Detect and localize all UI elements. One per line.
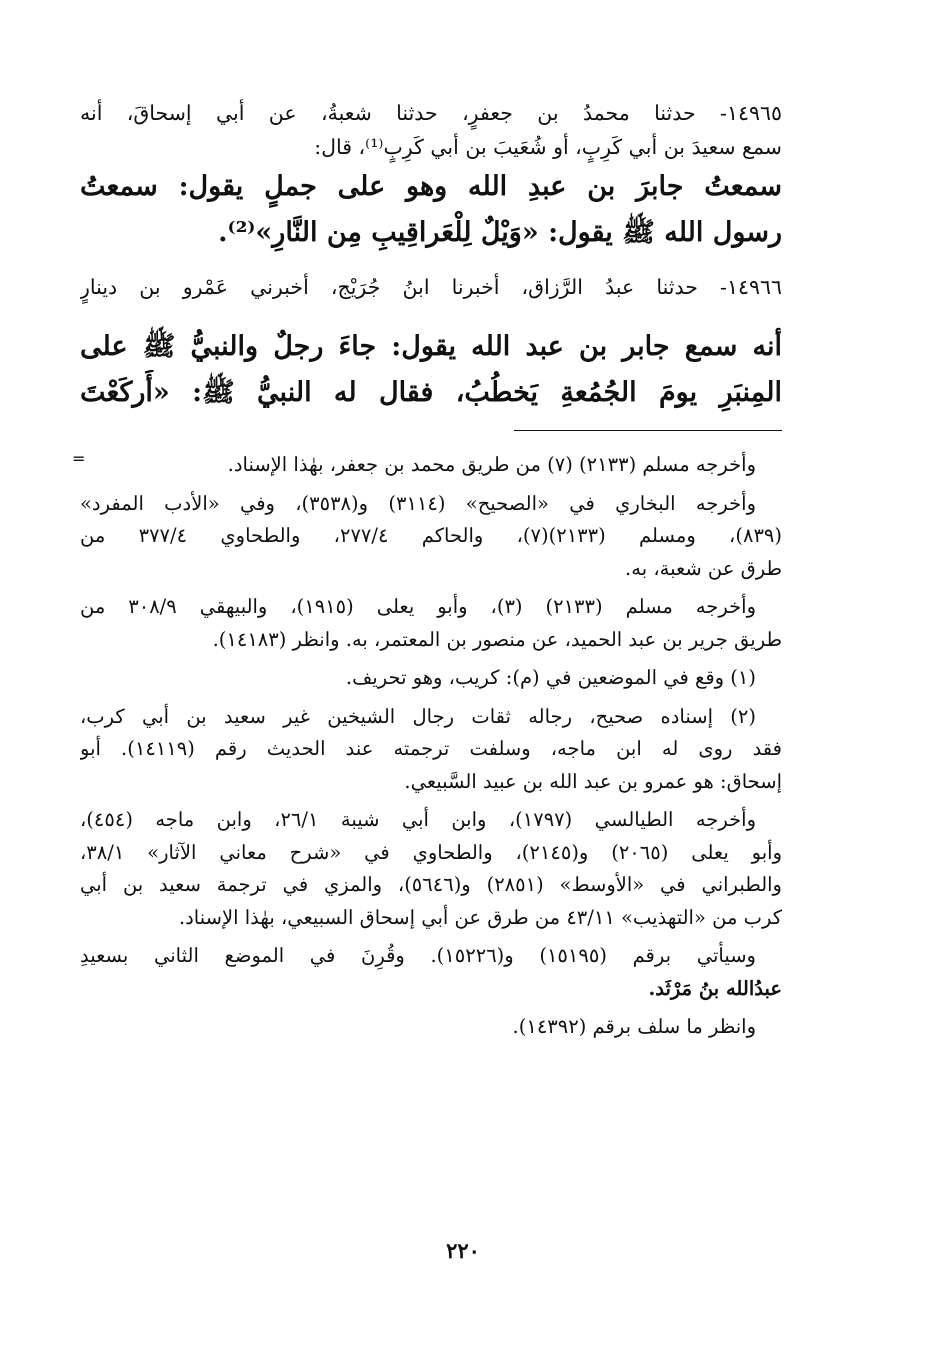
footnote-paragraph <box>80 804 782 934</box>
footnote-paragraph <box>80 662 782 695</box>
hadith-14965-matn <box>80 164 782 256</box>
footnote-paragraph <box>80 488 782 586</box>
matn-line: سمعتُ جابرَ بن عبدِ الله وهو على جملٍ يقول: سمعتُ <box>80 171 782 202</box>
footnote-line: (٢) إسناده صحيح، رجاله ثقات رجال الشيخين غير سعيد بن أبي كرب، <box>80 704 756 728</box>
isnad-line: ١٤٩٦٦- حدثنا عبدُ الرَّزاق، أخبرنا ابنُ جُرَيْج، أخبرني عَمْرو بن دينارٍ <box>80 275 782 299</box>
footnote-paragraph <box>80 701 782 799</box>
footnote-line: وانظر ما سلف برقم (١٤٣٩٢). <box>512 1015 756 1038</box>
hadith-14965-isnad <box>80 96 782 164</box>
hadith-14966-isnad <box>80 270 782 304</box>
footnote-line: طرق عن شعبة، به. <box>625 556 782 580</box>
matn-line: المِنبَرِ يومَ الجُمُعةِ يَخطُبُ، فقال له النبيُّ ﷺ: «أَركَعْتَ <box>80 377 782 408</box>
hadith-14966-matn <box>80 324 782 416</box>
footnote-separator-wrap <box>80 416 782 431</box>
isnad-line: سمع سعيدَ بن أبي كَرِبٍ، أو شُعَيبَ بن أبي كَرِبٍ⁽¹⁾، قال: <box>314 135 782 159</box>
footnote-line: عبدُالله بنُ مَرْثَد. <box>648 976 782 1000</box>
footnote-line: طريق جرير بن عبد الحميد، عن منصور بن المعتمر، به. وانظر (١٤١٨٣). <box>212 627 782 651</box>
footnote-line: وأخرجه الطيالسي (١٧٩٧)، وابن أبي شيبة ٢٦/١، وابن ماجه (٤٥٤)، <box>80 808 757 831</box>
footnotes <box>72 449 782 1044</box>
footnote-line: كرب من «التهذيب» ٤٣/١١ من طرق عن أبي إسحاق السبيعي، بهٰذا الإسناد. <box>178 905 782 929</box>
footnote-line: وأخرجه مسلم (٢١٣٣) (٣)، وأبو يعلى (١٩١٥)، والبيهقي ٣٠٨/٩ من <box>80 595 756 618</box>
isnad-line: ١٤٩٦٥- حدثنا محمدُ بن جعفرٍ، حدثنا شعبةُ، عن أبي إسحاقَ، أنه <box>80 101 782 125</box>
footnote-paragraph <box>80 591 782 656</box>
matn-line: رسول الله ﷺ يقول: «وَيْلٌ لِلْعَراقِيبِ مِن النَّارِ»⁽²⁾. <box>218 217 782 248</box>
footnote-line: وسيأتي برقم (١٥١٩٥) و(١٥٢٢٦). وقُرِنَ في الموضع الثاني بسعيدِ <box>80 944 756 967</box>
footnote-line: إسحاق: هو عمرو بن عبد الله بن عبيد السَّبيعي. <box>404 769 782 793</box>
continuation-mark: = <box>72 449 86 468</box>
footnote-line: وأخرجه مسلم (٢١٣٣) (٧) من طريق محمد بن جعفر، بهٰذا الإسناد. <box>227 453 756 476</box>
footnote-line: وأخرجه البخاري في «الصحيح» (٣١١٤) و(٣٥٣٨)، وفي «الأدب المفرد» <box>80 491 756 515</box>
page-number: ٢٢٠ <box>446 1238 480 1263</box>
footnote-paragraph <box>80 1011 782 1044</box>
page-body <box>72 96 782 1044</box>
matn-line: أنه سمع جابر بن عبد الله يقول: جاءَ رجلٌ والنبيُّ ﷺ على <box>80 331 782 362</box>
footnote-line: وأبو يعلى (٢٠٦٥) و(٢١٤٥)، والطحاوي في «شرح معاني الآثار» ٣٨/١، <box>80 840 782 864</box>
footnote-paragraph <box>80 940 782 1005</box>
footnote-separator <box>514 430 782 431</box>
footnote-line: والطبراني في «الأوسط» (٢٨٥١) و(٥٦٤٦)، والمزي في ترجمة سعيد بن أبي <box>80 873 782 896</box>
footnote-line: (١) وقع في الموضعين في (م): كريب، وهو تحريف. <box>345 666 756 689</box>
footnote-line: فقد روى له ابن ماجه، وسلفت ترجمته عند الحديث رقم (١٤١١٩). أبو <box>80 737 782 760</box>
footnote-paragraph <box>72 449 782 482</box>
footnote-line: (٨٣٩)، ومسلم (٢١٣٣)(٧)، والحاكم ٢٧٧/٤، والطحاوي ٣٧٧/٤ من <box>80 524 782 547</box>
